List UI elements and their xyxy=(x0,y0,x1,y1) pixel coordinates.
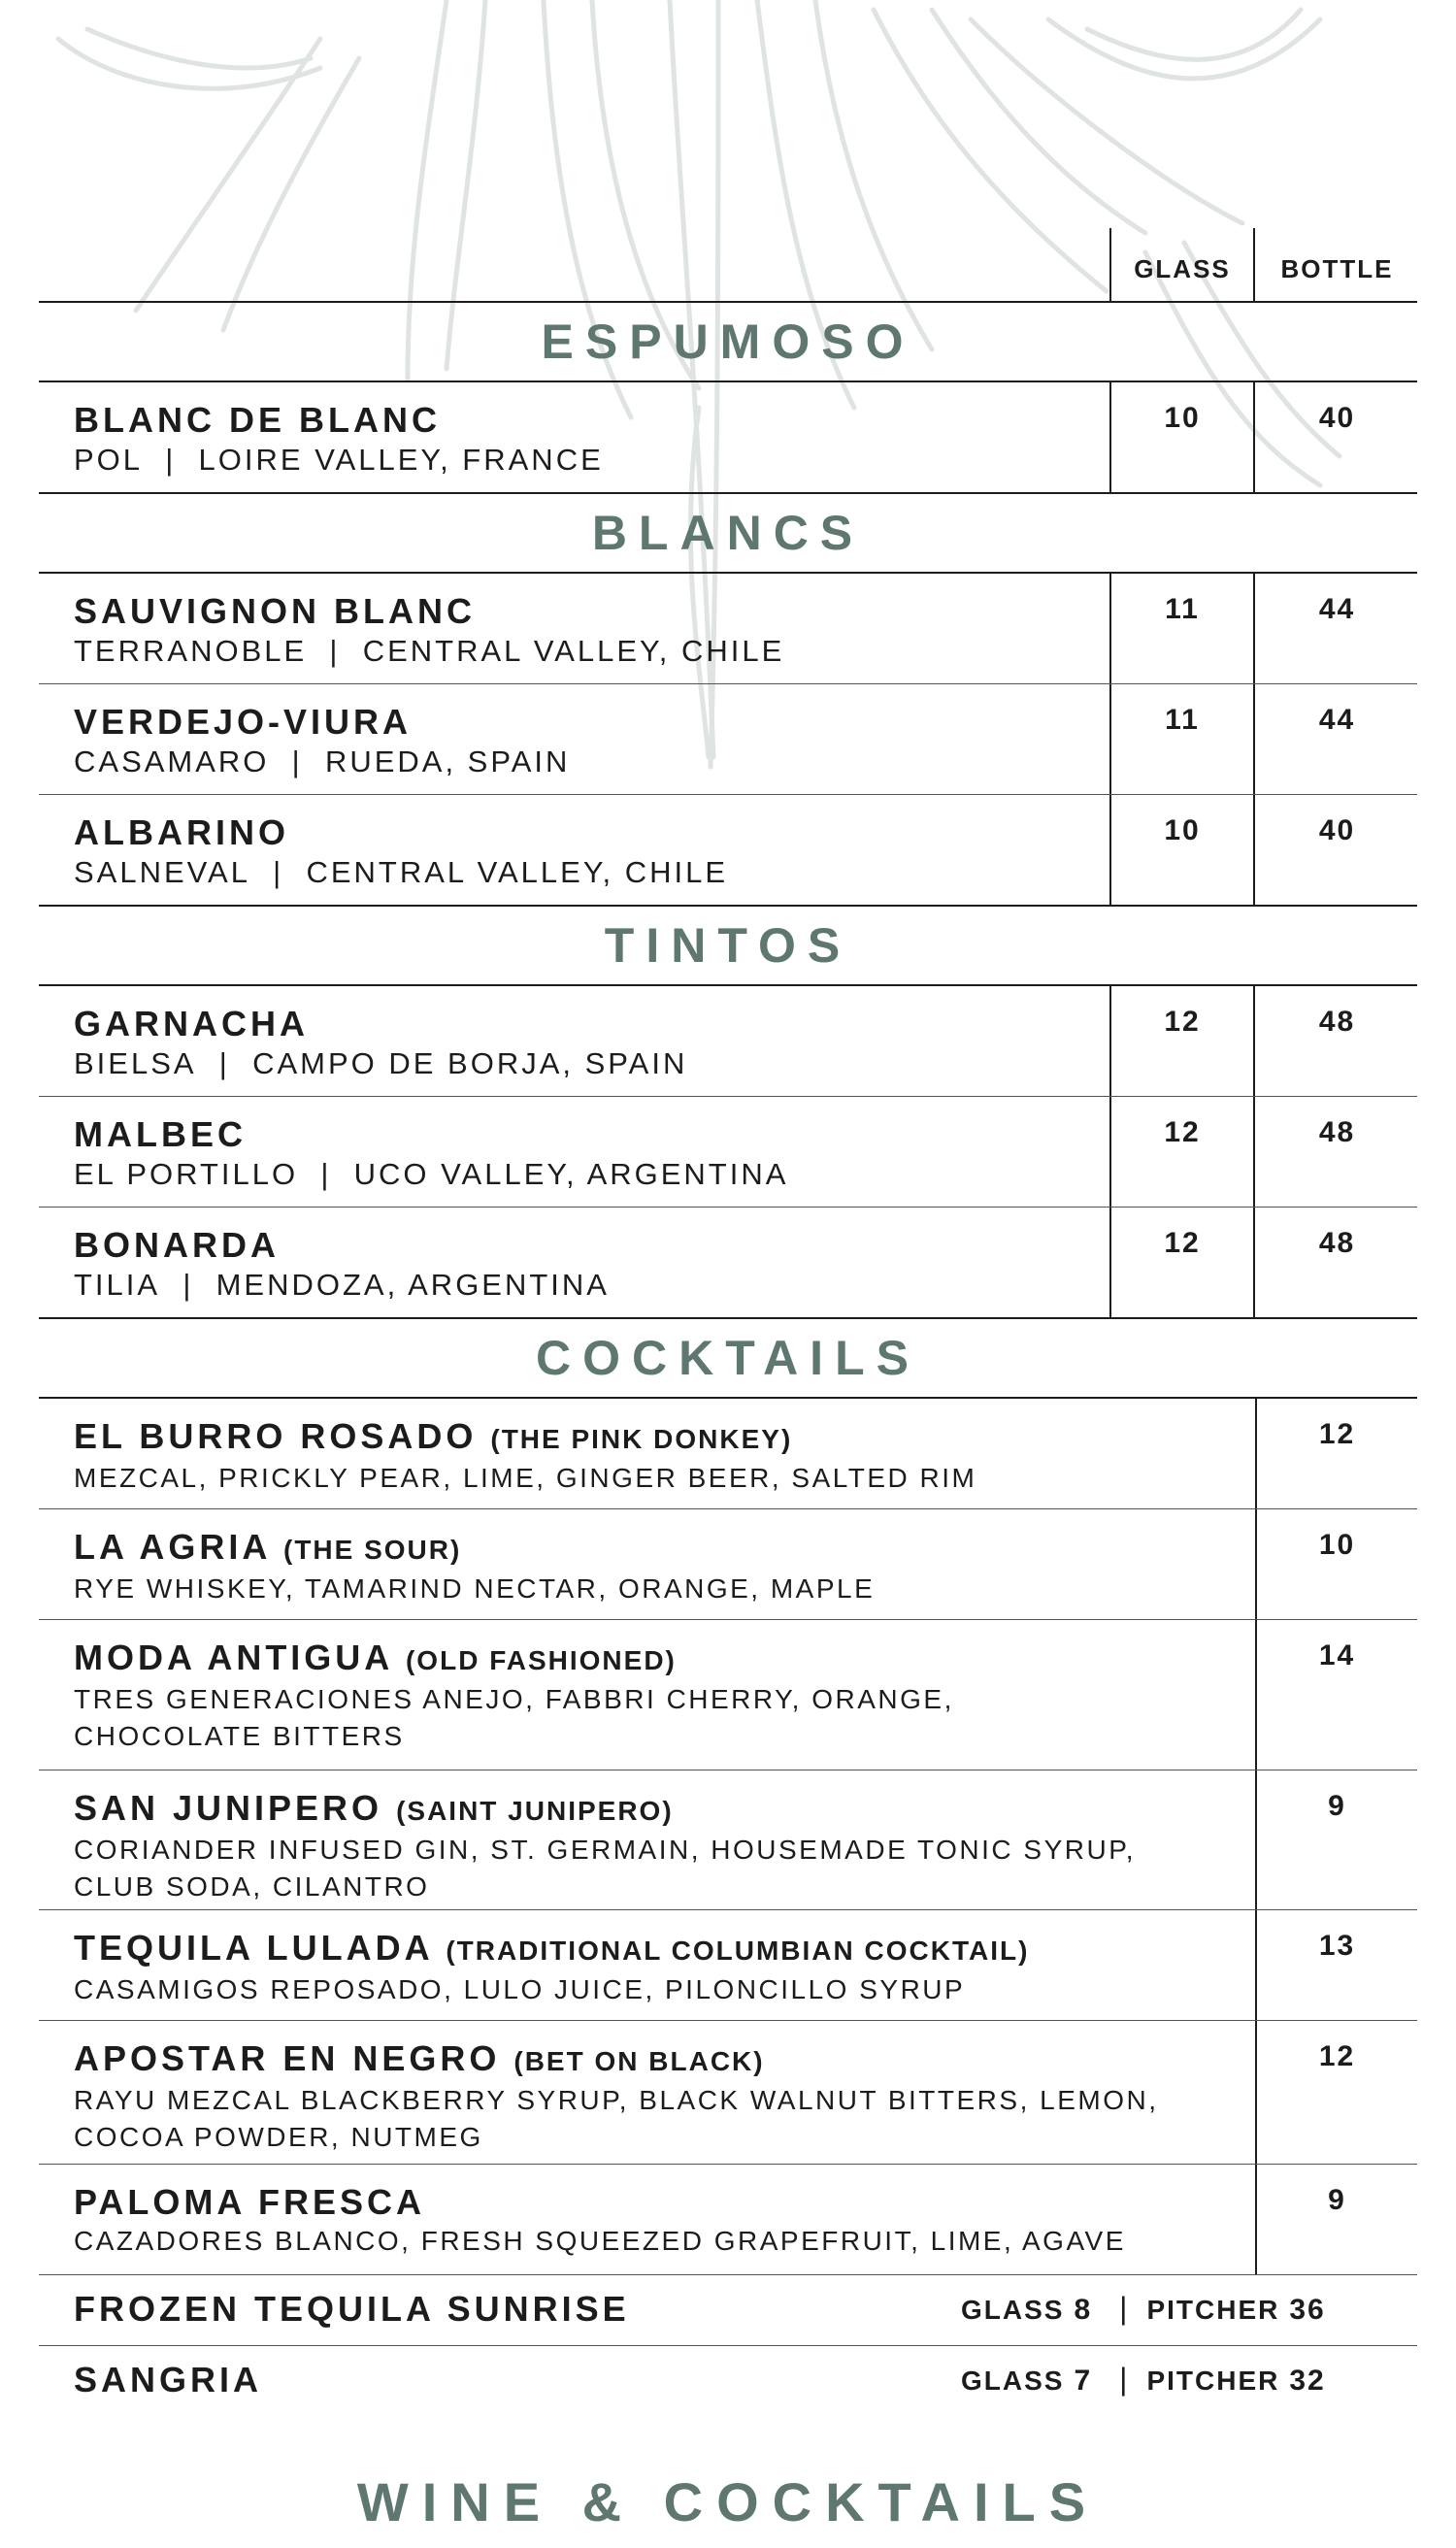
section-title-tintos: TINTOS xyxy=(39,907,1417,986)
cocktail-row xyxy=(39,1620,1417,1770)
cocktail-ingredients: MEZCAL, PRICKLY PEAR, LIME, GINGER BEER, SALTED RIM xyxy=(74,1463,977,1493)
bottle-price: 40 xyxy=(1318,814,1356,846)
glass-price: 12 xyxy=(1109,986,1255,1096)
extra-prices: GLASS 7 | PITCHER 32 xyxy=(961,2362,1326,2397)
wine-row xyxy=(39,795,1417,907)
cocktail-ingredients: CAZADORES BLANCO, FRESH SQUEEZED GRAPEFRUIT, LIME, AGAVE xyxy=(74,2226,1126,2256)
cocktail-ingredients-cont: CLUB SODA, CILANTRO xyxy=(74,1871,430,1902)
cocktail-row xyxy=(39,1910,1417,2021)
cocktail-ingredients: CORIANDER INFUSED GIN, ST. GERMAIN, HOUSEMADE TONIC SYRUP, xyxy=(74,1835,1137,1865)
cocktail-row xyxy=(39,1399,1417,1509)
wine-name: GARNACHA xyxy=(74,1004,309,1043)
bottle-column-header: BOTTLE xyxy=(1280,254,1394,283)
bottle-price: 48 xyxy=(1318,1116,1356,1148)
glass-price: 11 xyxy=(1109,574,1255,683)
cocktail-ingredients: RAYU MEZCAL BLACKBERRY SYRUP, BLACK WALNUT BITTERS, LEMON, xyxy=(74,2085,1159,2115)
cocktail-row xyxy=(39,2021,1417,2165)
wine-row xyxy=(39,1097,1417,1208)
bottle-price: 48 xyxy=(1318,1227,1356,1259)
glass-price: 10 xyxy=(1109,795,1255,905)
bottle-price: 44 xyxy=(1318,704,1356,736)
section-title-cocktails: COCKTAILS xyxy=(39,1319,1417,1399)
wine-row xyxy=(39,574,1417,684)
cocktail-name: APOSTAR EN NEGRO (BET ON BLACK) xyxy=(74,2038,765,2078)
footer-title: WINE & COCKTAILS xyxy=(356,2471,1100,2532)
wine-origin: EL PORTILLO | UCO VALLEY, ARGENTINA xyxy=(74,1157,789,1191)
glass-price: 11 xyxy=(1109,684,1255,794)
cocktail-price: 13 xyxy=(1255,1910,1417,2020)
cocktail-price: 9 xyxy=(1255,1770,1417,1909)
cocktail-ingredients-cont: CHOCOLATE BITTERS xyxy=(74,1721,405,1751)
cocktail-translation: (TRADITIONAL COLUMBIAN COCKTAIL) xyxy=(446,1936,1030,1966)
cocktail-ingredients: RYE WHISKEY, TAMARIND NECTAR, ORANGE, MAPLE xyxy=(74,1573,876,1604)
cocktail-price: 14 xyxy=(1255,1620,1417,1770)
extra-row-sangria xyxy=(39,2346,1417,2416)
cocktail-translation: (BET ON BLACK) xyxy=(513,2046,765,2076)
cocktail-price: 12 xyxy=(1255,2021,1417,2164)
cocktail-name: LA AGRIA (THE SOUR) xyxy=(74,1527,462,1567)
wine-name: BLANC DE BLANC xyxy=(74,400,441,440)
wine-origin: POL | LOIRE VALLEY, FRANCE xyxy=(74,443,604,477)
cocktail-row xyxy=(39,1509,1417,1620)
cocktail-name: EL BURRO ROSADO (THE PINK DONKEY) xyxy=(74,1416,793,1456)
extra-name: SANGRIA xyxy=(74,2360,263,2399)
wine-row xyxy=(39,684,1417,795)
cocktail-ingredients-cont: COCOA POWDER, NUTMEG xyxy=(74,2122,483,2152)
wine-menu xyxy=(39,228,1417,2416)
cocktail-translation: (THE SOUR) xyxy=(283,1535,462,1565)
cocktail-ingredients: TRES GENERACIONES ANEJO, FABBRI CHERRY, ORANGE, xyxy=(74,1684,954,1714)
cocktail-row xyxy=(39,2165,1417,2275)
glass-price: 10 xyxy=(1109,382,1255,492)
extra-prices: GLASS 8 | PITCHER 36 xyxy=(961,2291,1326,2326)
bottle-price: 40 xyxy=(1318,402,1356,434)
bottle-price: 48 xyxy=(1318,1006,1356,1038)
cocktail-translation: (THE PINK DONKEY) xyxy=(490,1424,793,1454)
bottle-price: 44 xyxy=(1318,593,1356,625)
extra-name: FROZEN TEQUILA SUNRISE xyxy=(74,2289,630,2329)
wine-origin: BIELSA | CAMPO DE BORJA, SPAIN xyxy=(74,1046,688,1080)
wine-name: ALBARINO xyxy=(74,812,289,852)
cocktail-name: MODA ANTIGUA (OLD FASHIONED) xyxy=(74,1638,677,1677)
wine-name: BONARDA xyxy=(74,1225,280,1265)
cocktail-price: 12 xyxy=(1255,1399,1417,1508)
cocktail-price: 10 xyxy=(1255,1509,1417,1619)
section-title-espumoso: ESPUMOSO xyxy=(39,303,1417,382)
cocktail-translation: (SAINT JUNIPERO) xyxy=(396,1796,674,1826)
wine-name: VERDEJO-VIURA xyxy=(74,702,413,742)
section-title-blancs: BLANCS xyxy=(39,494,1417,574)
glass-column-header: GLASS xyxy=(1109,228,1255,301)
wine-origin: CASAMARO | RUEDA, SPAIN xyxy=(74,745,571,778)
wine-origin: SALNEVAL | CENTRAL VALLEY, CHILE xyxy=(74,855,729,889)
cocktail-price: 9 xyxy=(1255,2165,1417,2274)
cocktail-translation: (OLD FASHIONED) xyxy=(405,1645,677,1675)
cocktail-name: PALOMA FRESCA xyxy=(74,2182,425,2222)
wine-row xyxy=(39,986,1417,1097)
cocktail-name: TEQUILA LULADA (TRADITIONAL COLUMBIAN COCKTAIL) xyxy=(74,1928,1030,1968)
glass-price: 12 xyxy=(1109,1208,1255,1317)
glass-price: 12 xyxy=(1109,1097,1255,1207)
cocktail-ingredients: CASAMIGOS REPOSADO, LULO JUICE, PILONCILLO SYRUP xyxy=(74,1974,966,2004)
cocktail-name: SAN JUNIPERO (SAINT JUNIPERO) xyxy=(74,1788,674,1828)
wine-origin: TERRANOBLE | CENTRAL VALLEY, CHILE xyxy=(74,634,785,668)
wine-name: SAUVIGNON BLANC xyxy=(74,591,477,631)
column-header-row xyxy=(39,228,1417,303)
wine-origin: TILIA | MENDOZA, ARGENTINA xyxy=(74,1268,610,1302)
extra-row-frozen-tequila-sunrise xyxy=(39,2275,1417,2346)
wine-row xyxy=(39,1208,1417,1319)
wine-name: MALBEC xyxy=(74,1114,247,1154)
cocktail-row xyxy=(39,1770,1417,1910)
wine-row xyxy=(39,382,1417,494)
